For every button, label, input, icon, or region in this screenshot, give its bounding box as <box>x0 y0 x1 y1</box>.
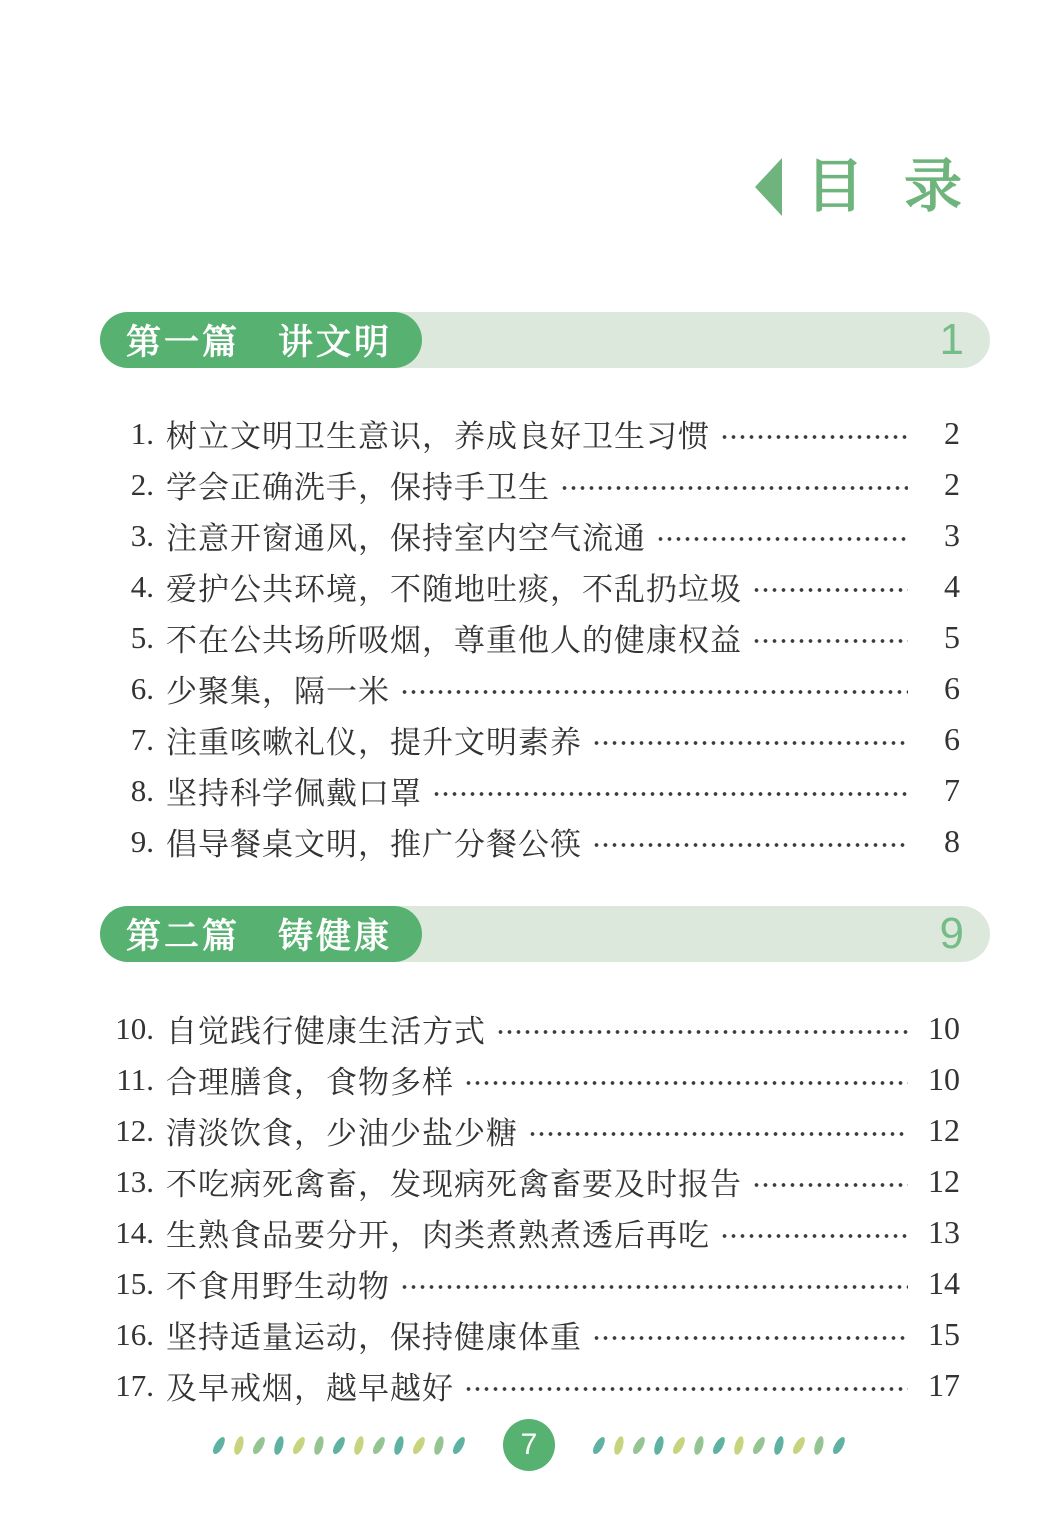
toc-item-page: 4 <box>944 568 960 604</box>
toc-item-number: 14. <box>115 1214 154 1250</box>
toc-item[interactable] <box>108 1258 960 1309</box>
toc-item-title: 不在公共场所吸烟，尊重他人的健康权益 <box>166 623 742 658</box>
dot-leader <box>720 433 908 441</box>
leaf-icon <box>411 1435 427 1455</box>
toc-item[interactable] <box>108 1360 960 1411</box>
section-title-pill <box>100 312 422 368</box>
toc-item-page: 6 <box>944 670 960 706</box>
toc-item-page: 2 <box>944 415 960 451</box>
footer-page-number: 7 <box>520 1428 538 1461</box>
toc-item[interactable] <box>108 459 960 510</box>
toc-item[interactable] <box>108 612 960 663</box>
dot-leader <box>496 1028 908 1036</box>
toc-item-number: 8. <box>130 772 154 808</box>
toc-item[interactable] <box>108 1003 960 1054</box>
toc-item-number: 7. <box>130 721 154 757</box>
dot-leader <box>752 586 908 594</box>
leaf-icon <box>433 1435 446 1455</box>
leaf-icon <box>631 1435 647 1455</box>
toc-item-page: 13 <box>928 1214 960 1250</box>
dot-leader <box>400 688 908 696</box>
toc-item-number: 2. <box>130 466 154 502</box>
toc-item-number: 15. <box>115 1265 154 1301</box>
toc-item-number: 13. <box>115 1163 154 1199</box>
dot-leader <box>464 1079 908 1087</box>
section-page-number: 1 <box>939 315 964 364</box>
leaf-decoration-left <box>215 1436 463 1455</box>
toc-item-title: 注意开窗通风，保持室内空气流通 <box>166 521 646 556</box>
leaf-icon <box>291 1435 307 1455</box>
triangle-left-icon <box>755 158 782 216</box>
toc-item[interactable] <box>108 714 960 765</box>
dot-leader <box>400 1283 908 1291</box>
toc-item-title: 合理膳食，食物多样 <box>166 1065 454 1100</box>
dot-leader <box>560 484 908 492</box>
page-footer <box>0 1417 1058 1473</box>
toc-item-page: 14 <box>928 1265 960 1301</box>
leaf-icon <box>773 1435 786 1455</box>
leaf-decoration-right <box>595 1436 843 1455</box>
toc-item-page: 15 <box>928 1316 960 1352</box>
toc-item-title: 不食用野生动物 <box>166 1269 390 1304</box>
toc-item-page: 10 <box>928 1061 960 1097</box>
leaf-icon <box>371 1435 387 1455</box>
page-title: 目 录 <box>805 154 974 219</box>
section-title: 第二篇 铸健康 <box>126 917 393 956</box>
toc-item-title: 注重咳嗽礼仪，提升文明素养 <box>166 725 582 760</box>
toc-item[interactable] <box>108 561 960 612</box>
leaf-icon <box>591 1435 607 1455</box>
page-header <box>755 154 974 219</box>
toc-item[interactable] <box>108 765 960 816</box>
dot-leader <box>528 1130 908 1138</box>
toc-item[interactable] <box>108 816 960 867</box>
toc-item-page: 6 <box>944 721 960 757</box>
toc-item-title: 自觉践行健康生活方式 <box>166 1014 486 1049</box>
toc-item-page: 7 <box>944 772 960 808</box>
section-header-part2[interactable] <box>100 906 990 962</box>
toc-item-number: 12. <box>115 1112 154 1148</box>
toc-item-number: 16. <box>115 1316 154 1352</box>
leaf-icon <box>751 1435 767 1455</box>
toc-item[interactable] <box>108 663 960 714</box>
toc-list-part2 <box>108 1003 960 1411</box>
toc-item-page: 10 <box>928 1010 960 1046</box>
toc-item-title: 学会正确洗手，保持手卫生 <box>166 470 550 505</box>
dot-leader <box>592 739 908 747</box>
leaf-icon <box>233 1435 246 1455</box>
leaf-icon <box>693 1435 706 1455</box>
toc-item[interactable] <box>108 1207 960 1258</box>
toc-item-title: 及早戒烟，越早越好 <box>166 1371 454 1406</box>
toc-item-page: 8 <box>944 823 960 859</box>
section-title-pill <box>100 906 422 962</box>
dot-leader <box>592 841 908 849</box>
leaf-icon <box>613 1435 626 1455</box>
dot-leader <box>752 637 908 645</box>
toc-item-title: 树立文明卫生意识，养成良好卫生习惯 <box>166 419 710 454</box>
toc-item-number: 4. <box>130 568 154 604</box>
toc-item-page: 17 <box>928 1367 960 1403</box>
leaf-icon <box>251 1435 267 1455</box>
toc-item-title: 爱护公共环境，不随地吐痰，不乱扔垃圾 <box>166 572 742 607</box>
leaf-icon <box>791 1435 807 1455</box>
toc-item-page: 5 <box>944 619 960 655</box>
toc-item-title: 倡导餐桌文明，推广分餐公筷 <box>166 827 582 862</box>
toc-item[interactable] <box>108 1054 960 1105</box>
toc-item-title: 不吃病死禽畜，发现病死禽畜要及时报告 <box>166 1167 742 1202</box>
leaf-icon <box>671 1435 687 1455</box>
leaf-icon <box>451 1435 467 1455</box>
dot-leader <box>752 1181 908 1189</box>
toc-item-title: 坚持适量运动，保持健康体重 <box>166 1320 582 1355</box>
leaf-icon <box>273 1435 286 1455</box>
toc-item-number: 3. <box>130 517 154 553</box>
leaf-icon <box>653 1435 666 1455</box>
leaf-icon <box>813 1435 826 1455</box>
toc-item-number: 10. <box>115 1010 154 1046</box>
toc-item-number: 5. <box>130 619 154 655</box>
toc-item[interactable] <box>108 510 960 561</box>
dot-leader <box>464 1385 908 1393</box>
toc-item-number: 11. <box>116 1061 154 1097</box>
leaf-icon <box>733 1435 746 1455</box>
toc-item[interactable] <box>108 1309 960 1360</box>
toc-item-title: 清淡饮食，少油少盐少糖 <box>166 1116 518 1151</box>
dot-leader <box>432 790 908 798</box>
leaf-icon <box>393 1435 406 1455</box>
leaf-icon <box>711 1435 727 1455</box>
toc-item[interactable] <box>108 408 960 459</box>
leaf-icon <box>211 1435 227 1455</box>
toc-item-number: 9. <box>130 823 154 859</box>
toc-item-title: 生熟食品要分开，肉类煮熟煮透后再吃 <box>166 1218 710 1253</box>
toc-item-title: 坚持科学佩戴口罩 <box>166 776 422 811</box>
page-number-badge <box>503 1419 555 1471</box>
dot-leader <box>720 1232 908 1240</box>
dot-leader <box>656 535 908 543</box>
leaf-icon <box>313 1435 326 1455</box>
leaf-icon <box>331 1435 347 1455</box>
toc-item[interactable] <box>108 1105 960 1156</box>
leaf-icon <box>353 1435 366 1455</box>
toc-list-part1 <box>108 408 960 867</box>
toc-item-page: 12 <box>928 1112 960 1148</box>
section-page-number: 9 <box>939 909 964 958</box>
toc-item[interactable] <box>108 1156 960 1207</box>
toc-item-number: 1. <box>130 415 154 451</box>
toc-item-number: 17. <box>115 1367 154 1403</box>
leaf-icon <box>831 1435 847 1455</box>
toc-item-title: 少聚集，隔一米 <box>166 674 390 709</box>
toc-item-page: 12 <box>928 1163 960 1199</box>
toc-item-page: 3 <box>944 517 960 553</box>
toc-item-number: 6. <box>130 670 154 706</box>
section-title: 第一篇 讲文明 <box>126 323 393 362</box>
toc-item-page: 2 <box>944 466 960 502</box>
dot-leader <box>592 1334 908 1342</box>
section-header-part1[interactable] <box>100 312 990 368</box>
